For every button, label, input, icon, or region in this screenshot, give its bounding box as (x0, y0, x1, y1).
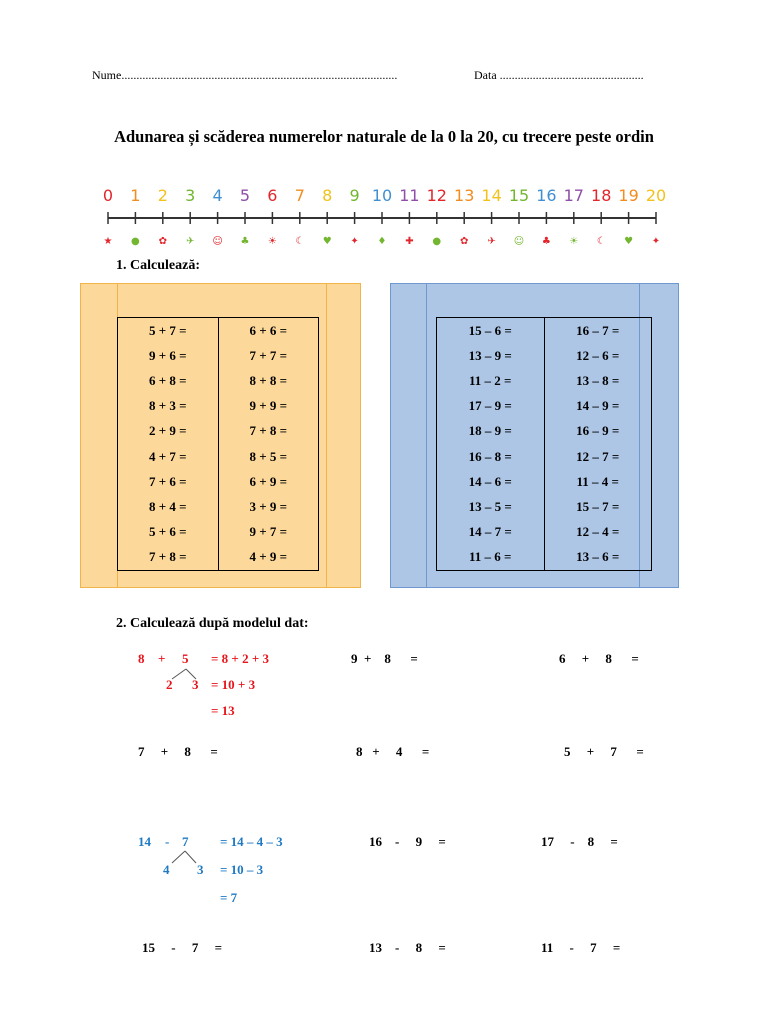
table-row (437, 520, 652, 545)
exercise-cell: 5 + 6 = (118, 520, 219, 545)
number-line-picture-icon: ☺ (513, 236, 525, 247)
exercise-cell: 16 – 8 = (437, 444, 545, 469)
model-add-op: + (158, 651, 166, 666)
number-line-label: 6 (267, 186, 278, 205)
model-add-step-1: = 8 + 2 + 3 (211, 651, 269, 666)
number-line-picture-icon: ♥ (624, 236, 634, 247)
exercise-cell: 8 + 8 = (218, 368, 319, 393)
exercise-cell: 9 + 6 = (118, 343, 219, 368)
exercise-cell: 15 – 7 = (544, 494, 652, 519)
table-row (118, 343, 319, 368)
exercise-16-minus-9: 16 - 9 = (369, 834, 446, 849)
exercise-cell: 16 – 9 = (544, 419, 652, 444)
table-row (437, 419, 652, 444)
model-sub-split-2: 3 (197, 862, 204, 877)
model-sub-step-2: = 10 – 3 (220, 862, 264, 877)
number-line-label: 2 (157, 186, 168, 205)
addition-panel (80, 283, 361, 588)
exercise-cell: 11 – 4 = (544, 469, 652, 494)
model-sub-op: - (165, 834, 170, 849)
number-line-label: 9 (349, 186, 360, 205)
exercise-cell: 15 – 6 = (437, 318, 545, 344)
number-line-label: 4 (212, 186, 223, 205)
number-line-label: 0 (102, 186, 114, 205)
number-line-picture-icon: ✦ (651, 236, 661, 247)
exercise-cell: 7 + 7 = (218, 343, 319, 368)
exercise-cell: 12 – 6 = (544, 343, 652, 368)
exercise-cell: 5 + 7 = (118, 318, 219, 344)
page-title: Adunarea și scăderea numerelor naturale de la 0 la 20, cu trecere peste ordin (114, 127, 654, 146)
number-line-label: 17 (563, 186, 584, 205)
number-line-label: 1 (130, 186, 141, 205)
exercise-cell: 4 + 9 = (218, 545, 319, 571)
exercise-cell: 6 + 9 = (218, 469, 319, 494)
exercise-cell: 13 – 9 = (437, 343, 545, 368)
model-sub-b: 7 (182, 834, 189, 849)
number-line-label: 13 (454, 186, 475, 205)
number-line-label: 11 (399, 186, 420, 205)
table-row (118, 318, 319, 344)
number-line-picture-icon: ☀ (267, 236, 277, 247)
exercise-cell: 8 + 4 = (118, 494, 219, 519)
number-line-picture-icon: ✿ (158, 236, 167, 247)
number-line-picture-icon: ✚ (405, 236, 414, 247)
model-sub-a: 14 (138, 834, 151, 849)
number-line-picture-icon: ☾ (295, 236, 305, 247)
model-add-split-2: 3 (192, 677, 199, 692)
table-row (118, 545, 319, 571)
table-row (437, 343, 652, 368)
model-sub-step-3: = 7 (220, 890, 238, 905)
table-row (437, 469, 652, 494)
number-line-picture-icon: ● (432, 236, 442, 247)
exercise-cell: 6 + 8 = (118, 368, 219, 393)
table-row (437, 394, 652, 419)
exercise-cell: 3 + 9 = (218, 494, 319, 519)
table-row (118, 494, 319, 519)
exercise-8-plus-4: 8 + 4 = (356, 744, 430, 759)
exercise-cell: 6 + 6 = (218, 318, 319, 344)
table-row (118, 368, 319, 393)
number-line-label: 8 (322, 186, 333, 205)
number-line-picture-icon: ● (131, 236, 140, 247)
model-add-step-3: = 13 (211, 703, 235, 718)
exercise-cell: 11 – 2 = (437, 368, 545, 393)
number-line-picture-icon: ♦ (377, 236, 387, 247)
model-sub-split-1: 4 (163, 862, 170, 877)
exercise-cell: 13 – 5 = (437, 494, 545, 519)
name-field: Nume............................................................................................ (92, 68, 398, 82)
table-row (437, 444, 652, 469)
exercise-cell: 13 – 6 = (544, 545, 652, 571)
table-row (437, 368, 652, 393)
model-add-b: 5 (182, 651, 189, 666)
section-2-heading: 2. Calculează după modelul dat: (116, 616, 309, 631)
number-line-label: 10 (371, 186, 393, 205)
model-add-a: 8 (138, 651, 145, 666)
number-line-picture-icon: ☾ (596, 236, 606, 247)
number-line-label: 14 (481, 186, 502, 205)
exercise-cell: 12 – 4 = (544, 520, 652, 545)
subtraction-panel (390, 283, 679, 588)
table-row (118, 520, 319, 545)
exercise-cell: 13 – 8 = (544, 368, 652, 393)
number-line-label: 5 (239, 186, 251, 205)
number-line-label: 19 (618, 186, 639, 205)
number-line-label: 12 (426, 186, 447, 205)
number-line-label: 15 (508, 186, 530, 205)
table-row (437, 494, 652, 519)
number-line-label: 16 (536, 186, 557, 205)
exercise-cell: 14 – 9 = (544, 394, 652, 419)
number-line-picture-icon: ★ (103, 236, 113, 247)
exercise-9-plus-8: 9 + 8 = (351, 651, 418, 666)
exercise-cell: 12 – 7 = (544, 444, 652, 469)
exercise-5-plus-7: 5 + 7 = (564, 744, 644, 759)
exercise-cell: 18 – 9 = (437, 419, 545, 444)
exercise-cell: 14 – 7 = (437, 520, 545, 545)
model-sub-step-1: = 14 – 4 – 3 (220, 834, 283, 849)
number-line-picture-icon: ☀ (569, 236, 579, 247)
table-row (118, 444, 319, 469)
number-line-picture-icon: ♣ (541, 236, 551, 247)
number-line (95, 180, 670, 252)
exercise-cell: 7 + 8 = (118, 545, 219, 571)
exercise-cell: 9 + 9 = (218, 394, 319, 419)
subtraction-table (436, 317, 652, 571)
exercise-cell: 7 + 6 = (118, 469, 219, 494)
number-line-picture-icon: ✈ (186, 236, 195, 247)
number-line-picture-icon: ✿ (460, 236, 469, 247)
exercise-7-plus-8: 7 + 8 = (138, 744, 218, 759)
addition-table (117, 317, 319, 571)
number-line-picture-icon: ✦ (350, 236, 359, 247)
number-line-picture-icon: ☺ (212, 236, 223, 247)
date-field: Data ................................................ (474, 68, 644, 82)
exercise-15-minus-7: 15 - 7 = (142, 940, 222, 955)
exercise-cell: 2 + 9 = (118, 419, 219, 444)
number-line-label: 3 (185, 186, 196, 205)
exercise-cell: 4 + 7 = (118, 444, 219, 469)
number-line-label: 18 (591, 186, 612, 205)
exercise-cell: 9 + 7 = (218, 520, 319, 545)
table-row (118, 394, 319, 419)
table-row (118, 419, 319, 444)
model-add-step-2: = 10 + 3 (211, 677, 256, 692)
number-line-picture-icon: ✈ (487, 236, 496, 247)
exercise-17-minus-8: 17 - 8 = (541, 834, 618, 849)
number-line-picture-icon: ♥ (322, 236, 332, 247)
exercise-cell: 8 + 5 = (218, 444, 319, 469)
table-row (437, 318, 652, 344)
number-line-picture-icon: ♣ (240, 236, 250, 247)
section-1-heading: 1. Calculează: (116, 258, 200, 273)
number-line-label: 20 (645, 186, 667, 205)
model-add-split-1: 2 (166, 677, 173, 692)
exercise-cell: 8 + 3 = (118, 394, 219, 419)
exercise-11-minus-7: 11 - 7 = (541, 940, 621, 955)
exercise-cell: 11 – 6 = (437, 545, 545, 571)
exercise-6-plus-8: 6 + 8 = (559, 651, 639, 666)
number-line-label: 7 (294, 186, 305, 205)
table-row (437, 545, 652, 571)
table-row (118, 469, 319, 494)
exercise-13-minus-8: 13 - 8 = (369, 940, 446, 955)
exercise-cell: 17 – 9 = (437, 394, 545, 419)
exercise-cell: 16 – 7 = (544, 318, 652, 344)
exercise-cell: 7 + 8 = (218, 419, 319, 444)
exercise-cell: 14 – 6 = (437, 469, 545, 494)
